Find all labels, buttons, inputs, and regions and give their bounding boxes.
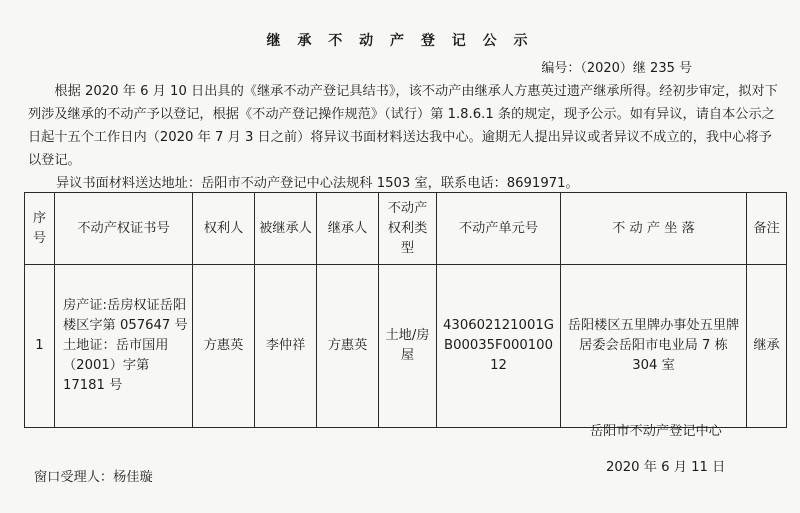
cell-location: 岳阳楼区五里牌办事处五里牌居委会岳阳市电业局 7 栋 304 室 [561,265,747,428]
header-decedent: 被继承人 [255,193,317,265]
header-seq: 序号 [25,193,55,265]
cell-heir: 方惠英 [317,265,379,428]
cell-cert [55,265,193,428]
issuer-name: 岳阳市不动产登记中心 [590,424,722,439]
cell-right-type: 土地/房屋 [379,265,437,428]
cell-owner: 方惠英 [193,265,255,428]
notice-body: 根据 2020 年 6 月 10 日出具的《继承不动产登记具结书》，该不动产由继承人方惠英过遗产继承所得。经初步审定，拟对下列涉及继承的不动产予以登记，根据《不动产登记操作规范》（试行）第 1.8.6.1 条的规定，现予公示。如有异议，请自本公示之日起十五个工作日内（2020 年 7 月 3 日之前）将异议书面材料送达我中心。逾期无人提出异议或者异议不成立的，我中心将予以登记。 [28,84,778,168]
table-header-row [25,193,787,265]
header-owner: 权利人 [193,193,255,265]
cell-unit-no: 430602121001GB00035F00010012 [437,265,561,428]
objection-address: 异议书面材料送达地址：岳阳市不动产登记中心法规科 1503 室，联系电话：8691971。 [56,176,579,191]
notice-title: 继 承 不 动 产 登 记 公 示 [266,33,534,49]
header-unit-no: 不动产单元号 [437,193,561,265]
document-number: 编号：（2020）继 235 号 [541,61,692,76]
header-heir: 继承人 [317,193,379,265]
header-right-type: 不动产权利类型 [379,193,437,265]
cert-house: 房产证:岳房权证岳阳楼区字第 057647 号 [63,298,188,333]
header-cert: 不动产权证书号 [55,193,193,265]
cell-decedent: 李仲祥 [255,265,317,428]
cell-seq: 1 [25,265,55,428]
cell-remark: 继承 [747,265,787,428]
cert-land: 土地证：岳市国用（2001）字第 17181 号 [63,338,169,393]
window-receiver: 窗口受理人：杨佳璇 [34,470,153,485]
header-remark: 备注 [747,193,787,265]
header-location: 不 动 产 坐 落 [561,193,747,265]
table-row [25,265,787,428]
registration-table [24,192,787,428]
issue-date: 2020 年 6 月 11 日 [606,460,726,475]
